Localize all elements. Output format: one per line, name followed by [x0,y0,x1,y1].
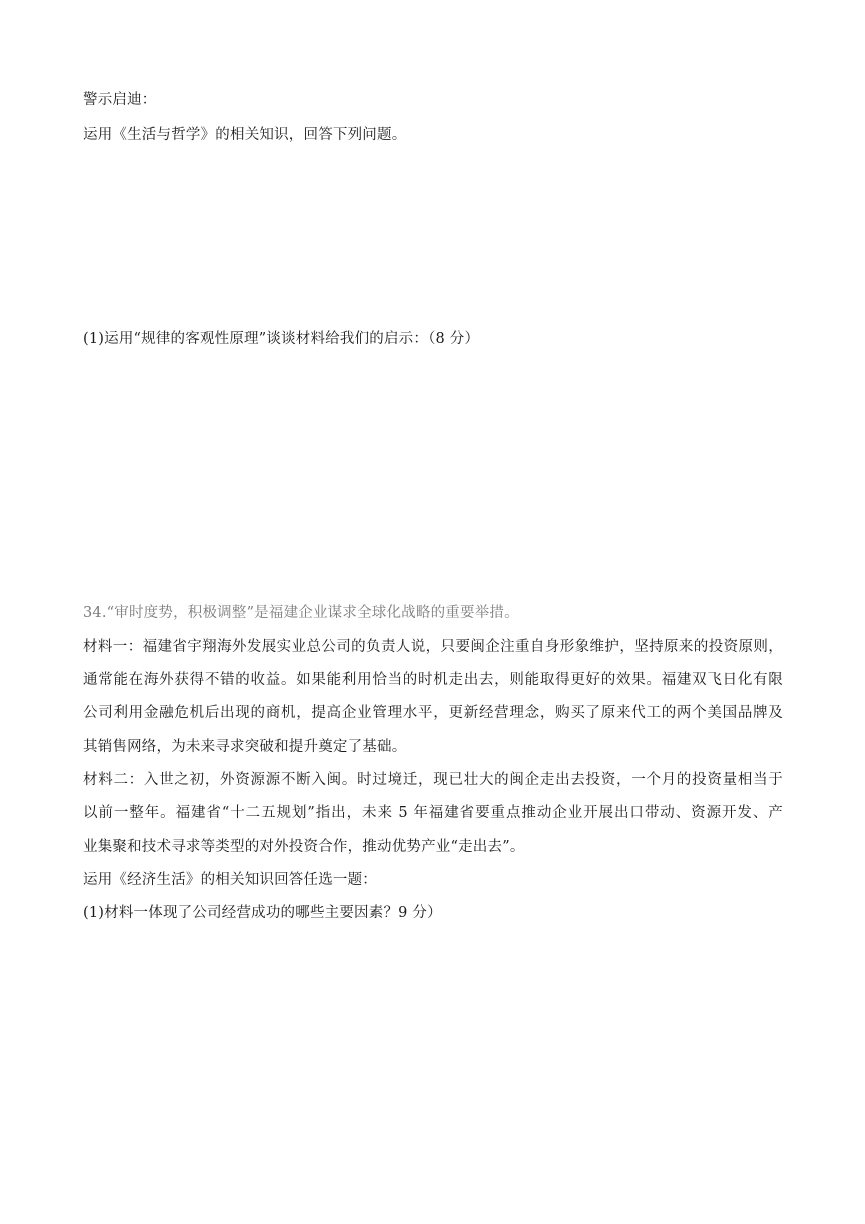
question-34-title: 34.“审时度势，积极调整”是福建企业谋求全球化战略的重要举措。 [83,605,519,621]
material-1-line: 通常能在海外获得不错的收益。如果能利用恰当的时机走出去，则能取得更好的效果。福建双飞日化有限 [83,672,783,688]
material-1-line: 其销售网络，为未来寻求突破和提升奠定了基础。 [83,739,407,755]
material-2-line: 材料二：入世之初，外资源源不断入闽。时过境迁，现已壮大的闽企走出去投资，一个月的投资量相当于 [83,772,783,788]
material-1-line: 材料一：福建省宇翔海外发展实业总公司的负责人说，只要闽企注重自身形象维护，坚持原来的投资原则， [83,639,783,655]
question-1: (1)材料一体现了公司经营成功的哪些主要因素？9 分） [83,905,442,921]
question-1: (1)运用“规律的客观性原理”谈谈材料给我们的启示：（8 分） [83,331,480,347]
instruction-text: 运用《经济生活》的相关知识回答任选一题： [83,872,377,888]
material-2-line: 以前一整年。福建省“十二五规划”指出，未来 5 年福建省要重点推动企业开展出口带动、资源开发、产 [83,805,783,821]
instruction-text: 运用《生活与哲学》的相关知识，回答下列问题。 [83,127,407,143]
section-heading: 警示启迪： [83,92,157,108]
material-1-line: 公司利用金融危机后出现的商机，提高企业管理水平，更新经营理念，购买了原来代工的两个美国品牌及 [83,705,783,721]
material-2-line: 业集聚和技术寻求等类型的对外投资合作，推动优势产业“走出去”。 [83,839,525,855]
